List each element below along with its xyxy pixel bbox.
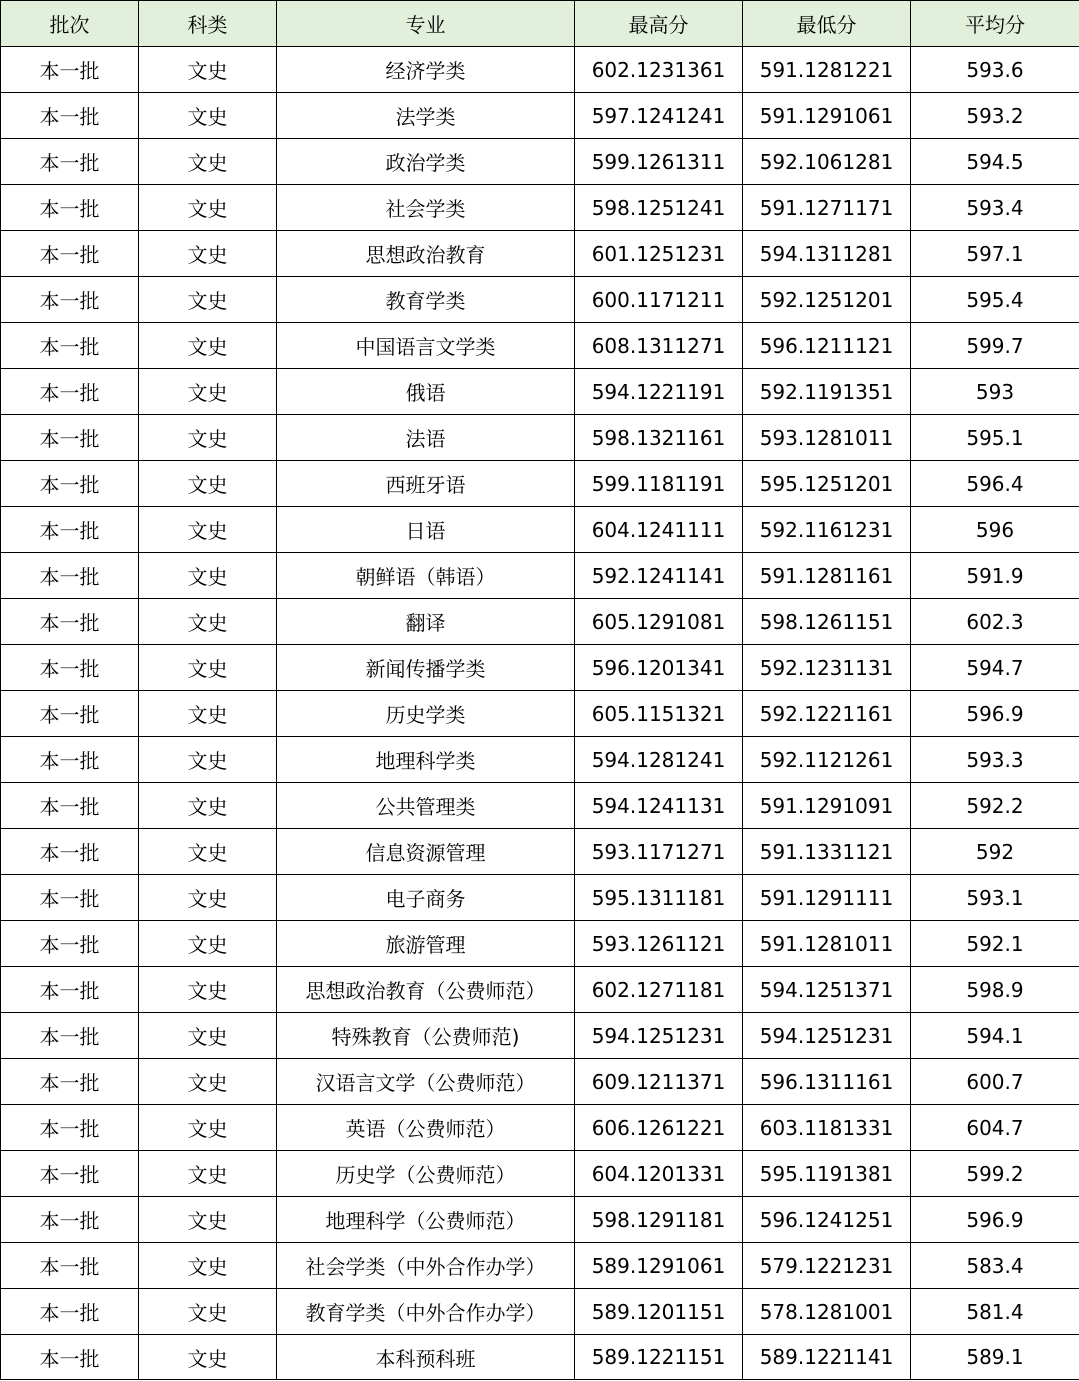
cell-major: 法语 <box>277 415 575 461</box>
cell-max-score: 604.1241111 <box>575 507 743 553</box>
cell-category: 文史 <box>139 185 277 231</box>
cell-major: 朝鲜语（韩语） <box>277 553 575 599</box>
cell-avg-score: 596.9 <box>911 691 1079 737</box>
cell-avg-score: 593.1 <box>911 875 1079 921</box>
cell-batch: 本一批 <box>1 1105 139 1151</box>
cell-min-score: 596.1211121 <box>743 323 911 369</box>
cell-major: 旅游管理 <box>277 921 575 967</box>
cell-major: 社会学类（中外合作办学） <box>277 1243 575 1289</box>
table-row <box>1 461 1079 507</box>
cell-min-score: 591.1331121 <box>743 829 911 875</box>
cell-major: 地理科学类 <box>277 737 575 783</box>
cell-min-score: 596.1311161 <box>743 1059 911 1105</box>
cell-batch: 本一批 <box>1 369 139 415</box>
cell-major: 社会学类 <box>277 185 575 231</box>
cell-major: 新闻传播学类 <box>277 645 575 691</box>
cell-min-score: 595.1251201 <box>743 461 911 507</box>
cell-major: 本科预科班 <box>277 1335 575 1380</box>
table-row <box>1 1151 1079 1197</box>
cell-category: 文史 <box>139 507 277 553</box>
cell-category: 文史 <box>139 1243 277 1289</box>
cell-min-score: 594.1311281 <box>743 231 911 277</box>
cell-min-score: 592.1161231 <box>743 507 911 553</box>
table-body <box>1 47 1079 1380</box>
cell-avg-score: 593.6 <box>911 47 1079 93</box>
cell-avg-score: 594.5 <box>911 139 1079 185</box>
cell-major: 地理科学（公费师范） <box>277 1197 575 1243</box>
table-row <box>1 875 1079 921</box>
cell-avg-score: 598.9 <box>911 967 1079 1013</box>
cell-avg-score: 600.7 <box>911 1059 1079 1105</box>
cell-avg-score: 581.4 <box>911 1289 1079 1335</box>
cell-max-score: 601.1251231 <box>575 231 743 277</box>
cell-category: 文史 <box>139 461 277 507</box>
table-row <box>1 599 1079 645</box>
cell-avg-score: 593.4 <box>911 185 1079 231</box>
cell-avg-score: 593 <box>911 369 1079 415</box>
cell-min-score: 591.1281011 <box>743 921 911 967</box>
cell-max-score: 596.1201341 <box>575 645 743 691</box>
cell-category: 文史 <box>139 1151 277 1197</box>
cell-batch: 本一批 <box>1 645 139 691</box>
cell-min-score: 578.1281001 <box>743 1289 911 1335</box>
cell-max-score: 594.1251231 <box>575 1013 743 1059</box>
table-row <box>1 783 1079 829</box>
cell-max-score: 589.1291061 <box>575 1243 743 1289</box>
cell-min-score: 592.1191351 <box>743 369 911 415</box>
table-row <box>1 139 1079 185</box>
cell-category: 文史 <box>139 93 277 139</box>
cell-max-score: 598.1291181 <box>575 1197 743 1243</box>
cell-major: 翻译 <box>277 599 575 645</box>
cell-category: 文史 <box>139 645 277 691</box>
cell-batch: 本一批 <box>1 553 139 599</box>
cell-major: 法学类 <box>277 93 575 139</box>
table-row <box>1 1059 1079 1105</box>
cell-min-score: 594.1251371 <box>743 967 911 1013</box>
cell-min-score: 603.1181331 <box>743 1105 911 1151</box>
table-row <box>1 967 1079 1013</box>
cell-max-score: 598.1321161 <box>575 415 743 461</box>
table-row <box>1 829 1079 875</box>
cell-min-score: 593.1281011 <box>743 415 911 461</box>
table-row <box>1 93 1079 139</box>
cell-major: 汉语言文学（公费师范） <box>277 1059 575 1105</box>
cell-avg-score: 592 <box>911 829 1079 875</box>
cell-major: 公共管理类 <box>277 783 575 829</box>
header-max-score: 最高分 <box>575 1 743 47</box>
cell-avg-score: 597.1 <box>911 231 1079 277</box>
cell-max-score: 605.1151321 <box>575 691 743 737</box>
cell-category: 文史 <box>139 829 277 875</box>
cell-batch: 本一批 <box>1 185 139 231</box>
cell-category: 文史 <box>139 47 277 93</box>
table-row <box>1 921 1079 967</box>
cell-category: 文史 <box>139 1105 277 1151</box>
cell-max-score: 609.1211371 <box>575 1059 743 1105</box>
cell-category: 文史 <box>139 875 277 921</box>
cell-max-score: 589.1201151 <box>575 1289 743 1335</box>
cell-major: 信息资源管理 <box>277 829 575 875</box>
cell-batch: 本一批 <box>1 783 139 829</box>
cell-min-score: 596.1241251 <box>743 1197 911 1243</box>
cell-max-score: 600.1171211 <box>575 277 743 323</box>
cell-avg-score: 593.3 <box>911 737 1079 783</box>
cell-max-score: 594.1221191 <box>575 369 743 415</box>
cell-min-score: 591.1281161 <box>743 553 911 599</box>
table-row <box>1 737 1079 783</box>
cell-major: 特殊教育（公费师范) <box>277 1013 575 1059</box>
table-row <box>1 369 1079 415</box>
cell-category: 文史 <box>139 231 277 277</box>
cell-max-score: 593.1261121 <box>575 921 743 967</box>
cell-batch: 本一批 <box>1 231 139 277</box>
cell-batch: 本一批 <box>1 1197 139 1243</box>
table-row <box>1 507 1079 553</box>
cell-avg-score: 595.1 <box>911 415 1079 461</box>
cell-category: 文史 <box>139 967 277 1013</box>
cell-major: 电子商务 <box>277 875 575 921</box>
table-row <box>1 47 1079 93</box>
cell-category: 文史 <box>139 1197 277 1243</box>
header-batch: 批次 <box>1 1 139 47</box>
table-row <box>1 1105 1079 1151</box>
table-row <box>1 1197 1079 1243</box>
table-row <box>1 1013 1079 1059</box>
cell-min-score: 591.1291111 <box>743 875 911 921</box>
cell-avg-score: 589.1 <box>911 1335 1079 1380</box>
cell-major: 思想政治教育（公费师范） <box>277 967 575 1013</box>
cell-batch: 本一批 <box>1 921 139 967</box>
cell-avg-score: 596.9 <box>911 1197 1079 1243</box>
cell-batch: 本一批 <box>1 461 139 507</box>
cell-min-score: 589.1221141 <box>743 1335 911 1380</box>
cell-min-score: 592.1231131 <box>743 645 911 691</box>
table-row <box>1 415 1079 461</box>
cell-max-score: 594.1281241 <box>575 737 743 783</box>
cell-batch: 本一批 <box>1 1151 139 1197</box>
cell-min-score: 594.1251231 <box>743 1013 911 1059</box>
cell-avg-score: 594.1 <box>911 1013 1079 1059</box>
cell-category: 文史 <box>139 415 277 461</box>
table-header <box>1 1 1079 47</box>
cell-avg-score: 592.1 <box>911 921 1079 967</box>
cell-major: 英语（公费师范） <box>277 1105 575 1151</box>
cell-batch: 本一批 <box>1 737 139 783</box>
cell-min-score: 595.1191381 <box>743 1151 911 1197</box>
table-row <box>1 1289 1079 1335</box>
cell-category: 文史 <box>139 323 277 369</box>
cell-avg-score: 596 <box>911 507 1079 553</box>
cell-batch: 本一批 <box>1 93 139 139</box>
cell-max-score: 599.1181191 <box>575 461 743 507</box>
cell-category: 文史 <box>139 921 277 967</box>
cell-avg-score: 594.7 <box>911 645 1079 691</box>
cell-min-score: 591.1291061 <box>743 93 911 139</box>
cell-max-score: 597.1241241 <box>575 93 743 139</box>
cell-batch: 本一批 <box>1 1289 139 1335</box>
table-row <box>1 1243 1079 1289</box>
cell-avg-score: 595.4 <box>911 277 1079 323</box>
cell-batch: 本一批 <box>1 1013 139 1059</box>
table-row <box>1 1335 1079 1380</box>
cell-category: 文史 <box>139 783 277 829</box>
cell-category: 文史 <box>139 369 277 415</box>
cell-max-score: 602.1271181 <box>575 967 743 1013</box>
header-min-score: 最低分 <box>743 1 911 47</box>
cell-major: 教育学类（中外合作办学） <box>277 1289 575 1335</box>
cell-max-score: 604.1201331 <box>575 1151 743 1197</box>
cell-max-score: 606.1261221 <box>575 1105 743 1151</box>
cell-max-score: 594.1241131 <box>575 783 743 829</box>
cell-avg-score: 602.3 <box>911 599 1079 645</box>
cell-max-score: 593.1171271 <box>575 829 743 875</box>
cell-min-score: 598.1261151 <box>743 599 911 645</box>
cell-category: 文史 <box>139 277 277 323</box>
cell-category: 文史 <box>139 139 277 185</box>
cell-category: 文史 <box>139 1013 277 1059</box>
cell-category: 文史 <box>139 691 277 737</box>
cell-major: 俄语 <box>277 369 575 415</box>
cell-max-score: 602.1231361 <box>575 47 743 93</box>
cell-batch: 本一批 <box>1 599 139 645</box>
cell-batch: 本一批 <box>1 47 139 93</box>
cell-avg-score: 583.4 <box>911 1243 1079 1289</box>
cell-category: 文史 <box>139 599 277 645</box>
cell-min-score: 579.1221231 <box>743 1243 911 1289</box>
cell-avg-score: 591.9 <box>911 553 1079 599</box>
cell-category: 文史 <box>139 553 277 599</box>
table-row <box>1 231 1079 277</box>
cell-category: 文史 <box>139 1059 277 1105</box>
cell-avg-score: 596.4 <box>911 461 1079 507</box>
cell-avg-score: 604.7 <box>911 1105 1079 1151</box>
table-row <box>1 645 1079 691</box>
table-row <box>1 277 1079 323</box>
cell-max-score: 589.1221151 <box>575 1335 743 1380</box>
cell-major: 日语 <box>277 507 575 553</box>
cell-min-score: 592.1121261 <box>743 737 911 783</box>
cell-max-score: 605.1291081 <box>575 599 743 645</box>
cell-min-score: 592.1061281 <box>743 139 911 185</box>
cell-avg-score: 592.2 <box>911 783 1079 829</box>
cell-min-score: 591.1281221 <box>743 47 911 93</box>
cell-min-score: 591.1271171 <box>743 185 911 231</box>
cell-max-score: 599.1261311 <box>575 139 743 185</box>
cell-batch: 本一批 <box>1 1243 139 1289</box>
cell-category: 文史 <box>139 1335 277 1380</box>
table-row <box>1 185 1079 231</box>
cell-category: 文史 <box>139 1289 277 1335</box>
cell-major: 历史学（公费师范） <box>277 1151 575 1197</box>
cell-major: 教育学类 <box>277 277 575 323</box>
header-major: 专业 <box>277 1 575 47</box>
table-row <box>1 691 1079 737</box>
cell-max-score: 608.1311271 <box>575 323 743 369</box>
cell-batch: 本一批 <box>1 415 139 461</box>
cell-batch: 本一批 <box>1 691 139 737</box>
cell-max-score: 595.1311181 <box>575 875 743 921</box>
cell-major: 政治学类 <box>277 139 575 185</box>
cell-min-score: 592.1251201 <box>743 277 911 323</box>
cell-avg-score: 599.7 <box>911 323 1079 369</box>
cell-category: 文史 <box>139 737 277 783</box>
cell-major: 西班牙语 <box>277 461 575 507</box>
cell-max-score: 598.1251241 <box>575 185 743 231</box>
cell-min-score: 592.1221161 <box>743 691 911 737</box>
cell-batch: 本一批 <box>1 139 139 185</box>
cell-batch: 本一批 <box>1 829 139 875</box>
cell-major: 思想政治教育 <box>277 231 575 277</box>
header-avg-score: 平均分 <box>911 1 1079 47</box>
table-row <box>1 323 1079 369</box>
cell-max-score: 592.1241141 <box>575 553 743 599</box>
cell-major: 中国语言文学类 <box>277 323 575 369</box>
cell-batch: 本一批 <box>1 1059 139 1105</box>
table-row <box>1 553 1079 599</box>
cell-major: 历史学类 <box>277 691 575 737</box>
cell-batch: 本一批 <box>1 277 139 323</box>
header-category: 科类 <box>139 1 277 47</box>
cell-batch: 本一批 <box>1 1335 139 1380</box>
header-row <box>1 1 1079 47</box>
cell-avg-score: 593.2 <box>911 93 1079 139</box>
cell-batch: 本一批 <box>1 323 139 369</box>
cell-batch: 本一批 <box>1 507 139 553</box>
cell-min-score: 591.1291091 <box>743 783 911 829</box>
cell-avg-score: 599.2 <box>911 1151 1079 1197</box>
cell-major: 经济学类 <box>277 47 575 93</box>
cell-batch: 本一批 <box>1 875 139 921</box>
cell-batch: 本一批 <box>1 967 139 1013</box>
